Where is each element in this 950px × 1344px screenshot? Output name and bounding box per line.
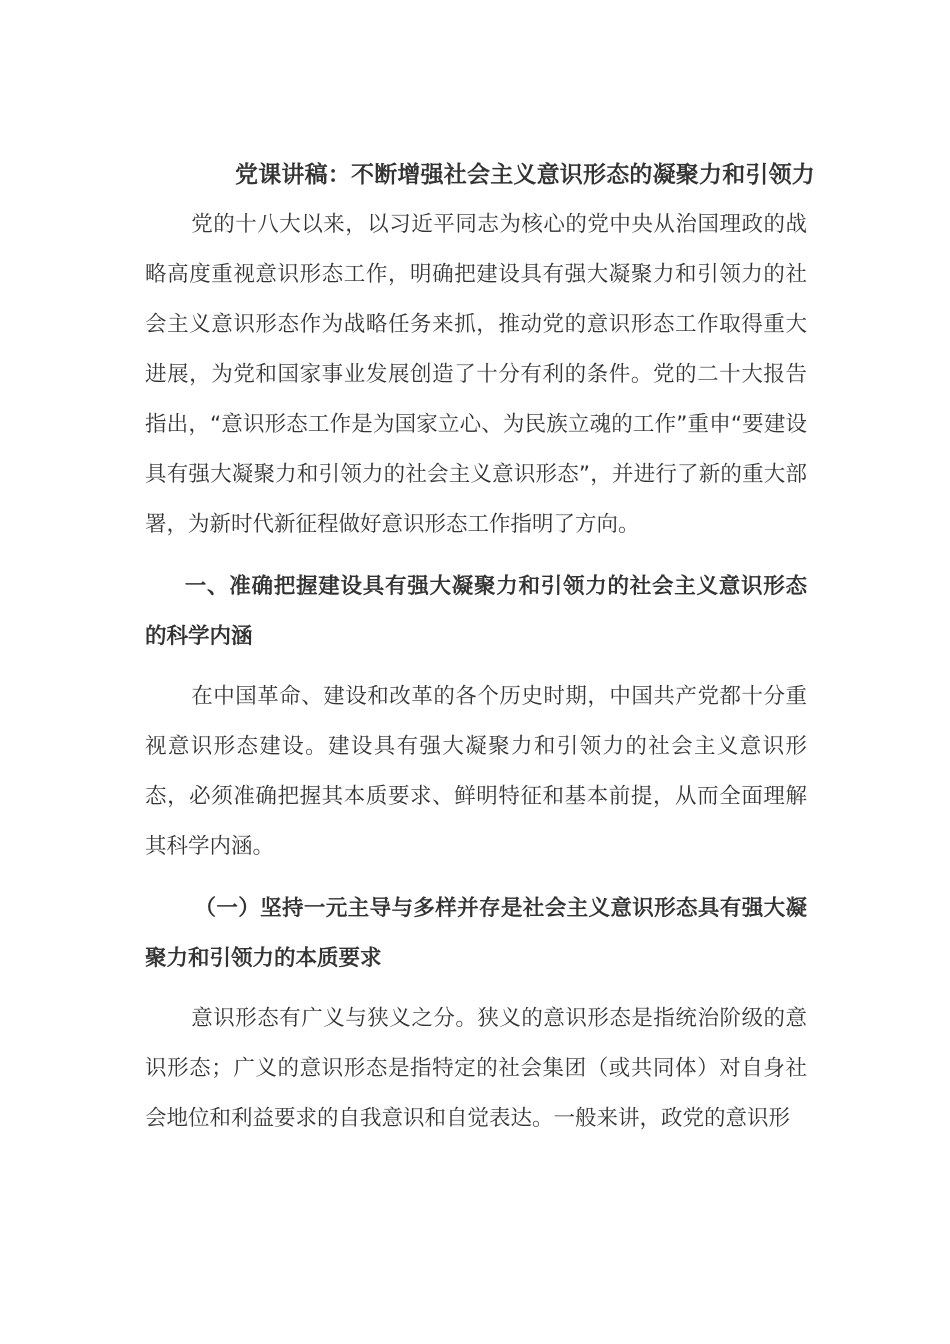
- subsection-1-heading: （一）坚持一元主导与多样并存是社会主义意识形态具有强大凝聚力和引领力的本质要求: [145, 896, 807, 971]
- intro-paragraph: 党的十八大以来，以习近平同志为核心的党中央从治国理政的战略高度重视意识形态工作，明确把建设具有强大凝聚力和引领力的社会主义意识形态作为战略任务来抓，推动党的意识形态工作取得重大进展，为党和国家事业发展创造了十分有利的条件。党的二十大报告指出，“意识形态工作是为国家立心、为民族立魂的工作”重申“要建设具有强大凝聚力和引领力的社会主义意识形态”，并进行了新的重大部署，为新时代新征程做好意识形态工作指明了方向。: [145, 212, 807, 537]
- section-1-paragraph: 在中国革命、建设和改革的各个历史时期，中国共产党都十分重视意识形态建设。建设具有强大凝聚力和引领力的社会主义意识形态，必须准确把握其本质要求、鲜明特征和基本前提，从而全面理解其科学内涵。: [145, 684, 807, 859]
- section-1-heading: 一、准确把握建设具有强大凝聚力和引领力的社会主义意识形态的科学内涵: [145, 574, 807, 649]
- document-title: 党课讲稿：不断增强社会主义意识形态的凝聚力和引领力: [235, 162, 815, 188]
- document-body: [145, 150, 815, 1144]
- subsection-1-paragraph: 意识形态有广义与狭义之分。狭义的意识形态是指统治阶级的意识形态；广义的意识形态是指特定的社会集团（或共同体）对自身社会地位和利益要求的自我意识和自觉表达。一般来讲，政党的意识形: [145, 1006, 807, 1131]
